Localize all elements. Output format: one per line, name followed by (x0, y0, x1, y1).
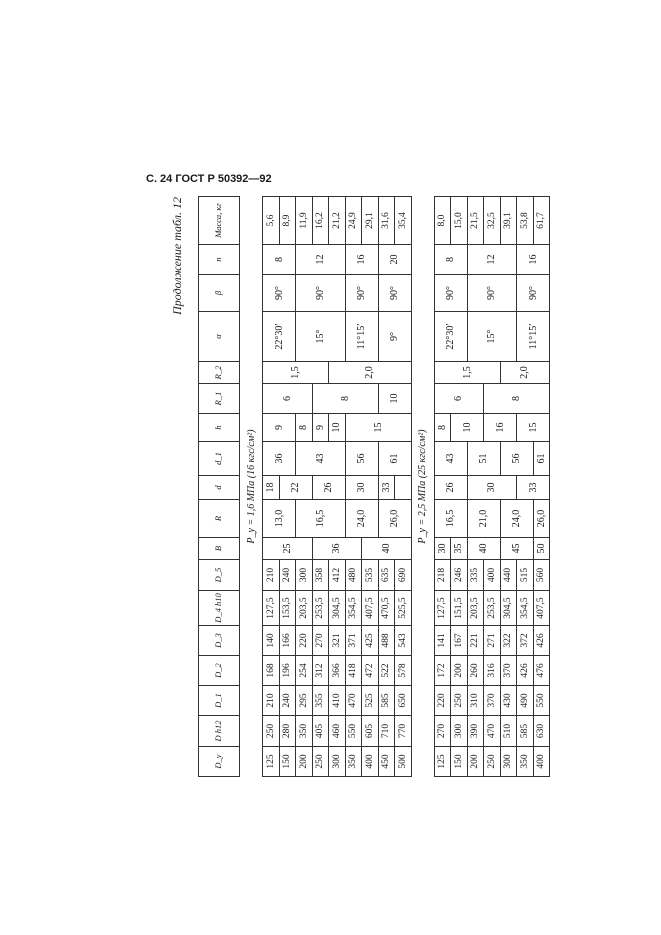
cell-d2: 418 (345, 656, 362, 686)
section-title: P_y = 1,6 МПа (16 кгс/см²) (240, 197, 263, 777)
cell-d5: 400 (484, 560, 501, 591)
cell-n: 12 (467, 245, 517, 275)
cell-d4: 354,5 (345, 591, 362, 626)
cell-mass: 11,9 (296, 197, 313, 245)
cell-d4: 127,5 (263, 591, 280, 626)
header-d3: D_3 (199, 626, 240, 656)
cell-dy: 500 (395, 747, 412, 777)
cell-n: 8 (434, 245, 467, 275)
cell-d5: 300 (296, 560, 313, 591)
cell-d: 770 (395, 716, 412, 747)
cell-d: 630 (533, 716, 550, 747)
cell-d4: 304,5 (500, 591, 517, 626)
cell-n: 8 (263, 245, 296, 275)
cell-d3: 221 (467, 626, 484, 656)
cell-mass: 21,2 (329, 197, 346, 245)
cell-d1: 210 (263, 686, 280, 716)
cell-d: 390 (467, 716, 484, 747)
cell-mass: 5,6 (263, 197, 280, 245)
cell-d1: 250 (451, 686, 468, 716)
cell-d4: 253,5 (312, 591, 329, 626)
cell-dd1: 56 (500, 442, 533, 476)
cell-b: 40 (362, 538, 412, 560)
cell-alpha: 15° (467, 312, 517, 362)
cell-d: 300 (451, 716, 468, 747)
cell-mass: 15,0 (451, 197, 468, 245)
header-d2: D_2 (199, 656, 240, 686)
cell-d3: 140 (263, 626, 280, 656)
header-d: D h12 (199, 716, 240, 747)
cell-alpha: 9° (378, 312, 411, 362)
cell-d2: 260 (467, 656, 484, 686)
cell-d3: 322 (500, 626, 517, 656)
section-title-row (240, 197, 263, 777)
header-r1: R_1 (199, 384, 240, 414)
header-beta: β (199, 275, 240, 312)
cell-d4: 203,5 (296, 591, 313, 626)
cell-d5: 560 (533, 560, 550, 591)
cell-d: 510 (500, 716, 517, 747)
cell-r: 16,5 (296, 500, 346, 538)
cell-mass: 16,2 (312, 197, 329, 245)
cell-d1: 355 (312, 686, 329, 716)
cell-d1: 295 (296, 686, 313, 716)
cell-mass: 61,7 (533, 197, 550, 245)
cell-d5: 240 (279, 560, 296, 591)
cell-d1: 310 (467, 686, 484, 716)
cell-r: 24,0 (500, 500, 533, 538)
cell-mass: 39,1 (500, 197, 517, 245)
section-title-row (411, 197, 434, 777)
cell-dd: 26 (434, 476, 467, 500)
page-header: С. 24 ГОСТ Р 50392—92 (146, 173, 272, 185)
cell-d3: 220 (296, 626, 313, 656)
cell-beta: 90° (434, 275, 467, 312)
rotated-table-block (170, 197, 625, 777)
cell-n: 16 (517, 245, 550, 275)
cell-dy: 125 (434, 747, 451, 777)
cell-dd1: 51 (467, 442, 500, 476)
cell-mass: 53,8 (517, 197, 534, 245)
cell-d: 550 (345, 716, 362, 747)
cell-h: 15 (345, 414, 411, 442)
cell-dy: 400 (533, 747, 550, 777)
cell-beta: 90° (517, 275, 550, 312)
cell-h: 8 (434, 414, 451, 442)
cell-dd1: 43 (296, 442, 346, 476)
cell-d1: 370 (484, 686, 501, 716)
table-row (378, 197, 395, 777)
cell-d2: 370 (500, 656, 517, 686)
header-d5: D_5 (199, 560, 240, 591)
cell-d1: 650 (395, 686, 412, 716)
cell-mass: 29,1 (362, 197, 379, 245)
cell-mass: 32,5 (484, 197, 501, 245)
cell-alpha: 22°30′ (263, 312, 296, 362)
cell-d2: 522 (378, 656, 395, 686)
section-title: P_y = 2,5 МПа (25 кгс/см²) (411, 197, 434, 777)
cell-d3: 371 (345, 626, 362, 656)
cell-d: 585 (517, 716, 534, 747)
cell-h: 15 (517, 414, 550, 442)
cell-b: 25 (263, 538, 313, 560)
cell-d1: 220 (434, 686, 451, 716)
cell-b: 40 (467, 538, 500, 560)
header-r2: R_2 (199, 362, 240, 384)
cell-h: 9 (263, 414, 296, 442)
cell-mass: 21,5 (467, 197, 484, 245)
cell-mass: 31,6 (378, 197, 395, 245)
header-d4: D_4 h10 (199, 591, 240, 626)
table-row (517, 197, 534, 777)
cell-d4: 203,5 (467, 591, 484, 626)
cell-d2: 254 (296, 656, 313, 686)
cell-dd1: 61 (378, 442, 411, 476)
cell-dy: 125 (263, 747, 280, 777)
table-row (434, 197, 451, 777)
cell-d4: 253,5 (484, 591, 501, 626)
cell-dd: 18 (263, 476, 280, 500)
cell-d: 280 (279, 716, 296, 747)
cell-r: 24,0 (345, 500, 378, 538)
cell-alpha: 15° (296, 312, 346, 362)
cell-d: 250 (263, 716, 280, 747)
cell-d4: 407,5 (533, 591, 550, 626)
cell-dy: 400 (362, 747, 379, 777)
header-dd: d (199, 476, 240, 500)
cell-d5: 246 (451, 560, 468, 591)
header-row (199, 197, 240, 777)
cell-d3: 488 (378, 626, 395, 656)
cell-dd1: 61 (533, 442, 550, 476)
cell-d1: 430 (500, 686, 517, 716)
cell-alpha: 22°30′ (434, 312, 467, 362)
cell-r1: 8 (484, 384, 550, 414)
header-dd1: d_1 (199, 442, 240, 476)
cell-d3: 167 (451, 626, 468, 656)
cell-r2: 2,0 (500, 362, 550, 384)
cell-dy: 200 (296, 747, 313, 777)
cell-dd1: 36 (263, 442, 296, 476)
cell-b: 35 (451, 538, 468, 560)
cell-dd1: 56 (345, 442, 378, 476)
cell-dy: 150 (279, 747, 296, 777)
cell-d2: 578 (395, 656, 412, 686)
cell-b: 45 (500, 538, 533, 560)
cell-mass: 24,9 (345, 197, 362, 245)
cell-dd1: 43 (434, 442, 467, 476)
cell-d5: 218 (434, 560, 451, 591)
cell-r: 21,0 (467, 500, 500, 538)
cell-dy: 450 (378, 747, 395, 777)
cell-dy: 200 (467, 747, 484, 777)
cell-dy: 250 (312, 747, 329, 777)
cell-d5: 480 (345, 560, 362, 591)
cell-dy: 350 (517, 747, 534, 777)
cell-d3: 425 (362, 626, 379, 656)
cell-d4: 127,5 (434, 591, 451, 626)
continuation-title: Продолжение табл. 12 (170, 197, 184, 315)
cell-mass: 35,4 (395, 197, 412, 245)
cell-r: 16,5 (434, 500, 467, 538)
cell-d1: 525 (362, 686, 379, 716)
cell-dy: 250 (484, 747, 501, 777)
cell-dy: 350 (345, 747, 362, 777)
table-row (345, 197, 362, 777)
cell-d1: 410 (329, 686, 346, 716)
cell-d4: 470,5 (378, 591, 395, 626)
cell-r1: 6 (434, 384, 484, 414)
header-d1: D_1 (199, 686, 240, 716)
cell-d: 270 (434, 716, 451, 747)
cell-d5: 535 (362, 560, 379, 591)
cell-d4: 153,5 (279, 591, 296, 626)
cell-d: 605 (362, 716, 379, 747)
cell-r2: 2,0 (329, 362, 412, 384)
cell-beta: 90° (296, 275, 346, 312)
cell-h: 10 (329, 414, 346, 442)
cell-d2: 476 (533, 656, 550, 686)
cell-d1: 470 (345, 686, 362, 716)
cell-d2: 168 (263, 656, 280, 686)
cell-b: 50 (533, 538, 550, 560)
table-row (263, 197, 280, 777)
cell-dd: 33 (517, 476, 550, 500)
cell-r2: 1,5 (263, 362, 329, 384)
cell-dy: 300 (500, 747, 517, 777)
cell-d5: 515 (517, 560, 534, 591)
cell-r1: 8 (312, 384, 378, 414)
cell-beta: 90° (378, 275, 411, 312)
cell-mass: 8,0 (434, 197, 451, 245)
cell-d3: 141 (434, 626, 451, 656)
cell-d3: 270 (312, 626, 329, 656)
cell-d: 350 (296, 716, 313, 747)
cell-d2: 200 (451, 656, 468, 686)
cell-d3: 166 (279, 626, 296, 656)
header-n: n (199, 245, 240, 275)
cell-h: 8 (296, 414, 313, 442)
header-b: B (199, 538, 240, 560)
cell-d2: 316 (484, 656, 501, 686)
table-row (467, 197, 484, 777)
header-h: h (199, 414, 240, 442)
cell-d4: 525,5 (395, 591, 412, 626)
cell-r1: 6 (263, 384, 313, 414)
cell-d5: 690 (395, 560, 412, 591)
cell-d4: 151,5 (451, 591, 468, 626)
cell-d: 405 (312, 716, 329, 747)
cell-h: 16 (484, 414, 517, 442)
cell-d1: 490 (517, 686, 534, 716)
cell-r: 13,0 (263, 500, 296, 538)
cell-d1: 550 (533, 686, 550, 716)
cell-r1: 10 (378, 384, 411, 414)
cell-d: 710 (378, 716, 395, 747)
cell-dy: 300 (329, 747, 346, 777)
cell-n: 16 (345, 245, 378, 275)
cell-n: 20 (378, 245, 411, 275)
cell-d4: 304,5 (329, 591, 346, 626)
cell-b: 36 (312, 538, 362, 560)
cell-d4: 354,5 (517, 591, 534, 626)
cell-dd: 30 (345, 476, 378, 500)
cell-d5: 440 (500, 560, 517, 591)
cell-d5: 335 (467, 560, 484, 591)
cell-d1: 585 (378, 686, 395, 716)
cell-dd: 22 (279, 476, 312, 500)
cell-alpha: 11°15′ (345, 312, 378, 362)
cell-d5: 210 (263, 560, 280, 591)
header-dy: D_y (199, 747, 240, 777)
cell-dd: 33 (378, 476, 395, 500)
cell-n: 12 (296, 245, 346, 275)
cell-b: 30 (434, 538, 451, 560)
cell-dy: 150 (451, 747, 468, 777)
cell-d5: 412 (329, 560, 346, 591)
cell-d4: 407,5 (362, 591, 379, 626)
cell-d2: 312 (312, 656, 329, 686)
cell-d2: 196 (279, 656, 296, 686)
cell-d2: 472 (362, 656, 379, 686)
cell-d5: 358 (312, 560, 329, 591)
cell-dd-empty (395, 476, 412, 500)
cell-r2: 1,5 (434, 362, 500, 384)
cell-d2: 366 (329, 656, 346, 686)
cell-h: 9 (312, 414, 329, 442)
header-mass: Масса, кг (199, 197, 240, 245)
cell-d3: 426 (533, 626, 550, 656)
cell-beta: 90° (345, 275, 378, 312)
cell-d: 470 (484, 716, 501, 747)
cell-mass: 8,9 (279, 197, 296, 245)
cell-d1: 240 (279, 686, 296, 716)
cell-r: 26,0 (378, 500, 411, 538)
cell-d2: 426 (517, 656, 534, 686)
cell-d3: 271 (484, 626, 501, 656)
cell-r: 26,0 (533, 500, 550, 538)
cell-d3: 543 (395, 626, 412, 656)
flange-table (198, 196, 550, 777)
cell-beta: 90° (467, 275, 517, 312)
cell-d3: 321 (329, 626, 346, 656)
header-r: R (199, 500, 240, 538)
cell-d: 460 (329, 716, 346, 747)
cell-dd: 30 (467, 476, 517, 500)
cell-alpha: 11°15′ (517, 312, 550, 362)
cell-h: 10 (451, 414, 484, 442)
cell-dd: 26 (312, 476, 345, 500)
cell-d5: 635 (378, 560, 395, 591)
cell-d3: 372 (517, 626, 534, 656)
cell-beta: 90° (263, 275, 296, 312)
cell-d2: 172 (434, 656, 451, 686)
header-alpha: α (199, 312, 240, 362)
